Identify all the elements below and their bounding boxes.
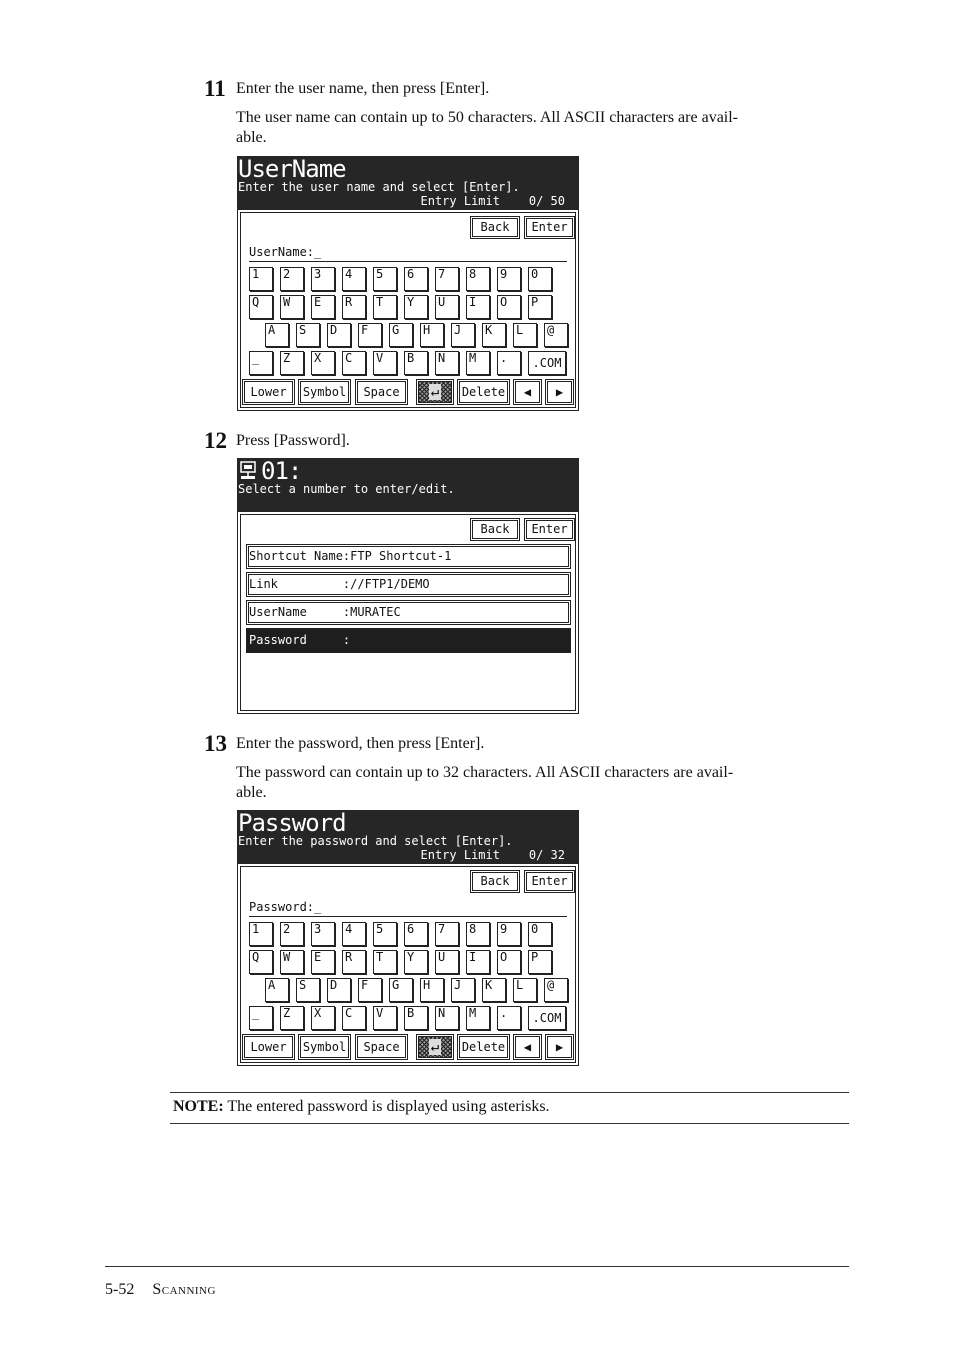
key-period[interactable]: . (497, 351, 521, 375)
delete-button[interactable]: Delete (457, 379, 510, 405)
note-text: The entered password is displayed using asterisks. (227, 1098, 550, 1115)
key-z[interactable]: Z (280, 351, 304, 375)
key-o[interactable]: O (497, 295, 521, 319)
key-4[interactable]: 4 (342, 922, 366, 946)
key-y[interactable]: Y (404, 295, 428, 319)
key-at[interactable]: @ (544, 978, 568, 1002)
shortcut-name-row[interactable]: Shortcut Name:FTP Shortcut-1 (246, 544, 571, 569)
screen-body (237, 864, 579, 1066)
key-5[interactable]: 5 (373, 267, 397, 291)
key-w[interactable]: W (280, 950, 304, 974)
key-s[interactable]: S (296, 978, 320, 1002)
key-c[interactable]: C (342, 1006, 366, 1030)
password-field[interactable]: Password:_ (249, 900, 322, 914)
key-q[interactable]: Q (249, 295, 273, 319)
key-dotcom[interactable]: .COM (528, 1006, 566, 1030)
key-d[interactable]: D (327, 323, 351, 347)
space-button[interactable]: Space (355, 1034, 408, 1060)
enter-button[interactable]: Enter (524, 518, 575, 541)
return-icon: ↵ (430, 384, 440, 400)
key-t[interactable]: T (373, 950, 397, 974)
key-3[interactable]: 3 (311, 267, 335, 291)
step-description-line: able. (236, 129, 267, 146)
screen-instruction: Enter the password and select [Enter]. (238, 834, 513, 848)
step-instruction: Enter the password, then press [Enter]. (236, 735, 485, 752)
key-l[interactable]: L (513, 978, 537, 1002)
field-underline (249, 916, 567, 917)
section-title: Scanning (152, 1281, 216, 1298)
key-d[interactable]: D (327, 978, 351, 1002)
step-number: 11 (204, 76, 226, 101)
key-0[interactable]: 0 (528, 922, 552, 946)
username-field[interactable]: UserName:_ (249, 245, 322, 259)
key-g[interactable]: G (389, 323, 413, 347)
key-j[interactable]: J (451, 978, 475, 1002)
key-i[interactable]: I (466, 950, 490, 974)
return-icon: ↵ (430, 1039, 440, 1055)
key-u[interactable]: U (435, 295, 459, 319)
key-m[interactable]: M (466, 1006, 490, 1030)
key-9[interactable]: 9 (497, 922, 521, 946)
cursor-left-button[interactable] (513, 379, 542, 405)
lower-button[interactable]: Lower (242, 1034, 295, 1060)
key-v[interactable]: V (373, 351, 397, 375)
key-r[interactable]: R (342, 295, 366, 319)
password-screen (237, 810, 579, 1066)
key-m[interactable]: M (466, 351, 490, 375)
key-k[interactable]: K (482, 978, 506, 1002)
screen-instruction: Select a number to enter/edit. (238, 482, 455, 496)
key-a[interactable]: A (265, 323, 289, 347)
key-7[interactable]: 7 (435, 922, 459, 946)
key-b[interactable]: B (404, 351, 428, 375)
key-i[interactable]: I (466, 295, 490, 319)
step-description-line: The user name can contain up to 50 characters. All ASCII characters are avail- (236, 109, 739, 126)
key-8[interactable]: 8 (466, 922, 490, 946)
screen-title: Password (238, 809, 346, 837)
key-period[interactable]: . (497, 1006, 521, 1030)
enter-button[interactable]: Enter (524, 870, 575, 893)
key-r[interactable]: R (342, 950, 366, 974)
key-6[interactable]: 6 (404, 922, 428, 946)
screen-header (237, 810, 579, 864)
key-c[interactable]: C (342, 351, 366, 375)
key-z[interactable]: Z (280, 1006, 304, 1030)
cursor-left-button[interactable] (513, 1034, 542, 1060)
key-k[interactable]: K (482, 323, 506, 347)
screen-instruction: Enter the user name and select [Enter]. (238, 180, 520, 194)
screen-panel (240, 866, 576, 1063)
key-g[interactable]: G (389, 978, 413, 1002)
page-number: 5-52 (105, 1281, 135, 1298)
key-p[interactable]: P (528, 950, 552, 974)
cursor-right-button[interactable] (545, 1034, 574, 1060)
space-button[interactable]: Space (355, 379, 408, 405)
field-underline (249, 261, 567, 262)
arrow-right-icon: ▶ (555, 385, 564, 399)
page-footer (105, 1280, 216, 1300)
arrow-left-icon: ◀ (523, 1040, 532, 1054)
screen-panel (240, 212, 576, 408)
note (173, 1097, 550, 1117)
entry-limit: Entry Limit 0/ 32 (420, 848, 565, 862)
key-8[interactable]: 8 (466, 267, 490, 291)
return-button[interactable] (416, 379, 454, 405)
symbol-button[interactable]: Symbol (298, 379, 351, 405)
key-v[interactable]: V (373, 1006, 397, 1030)
key-p[interactable]: P (528, 295, 552, 319)
step-number: 12 (204, 428, 227, 453)
key-w[interactable]: W (280, 295, 304, 319)
key-q[interactable]: Q (249, 950, 273, 974)
key-l[interactable]: L (513, 323, 537, 347)
key-x[interactable]: X (311, 351, 335, 375)
key-7[interactable]: 7 (435, 267, 459, 291)
key-f[interactable]: F (358, 323, 382, 347)
key-t[interactable]: T (373, 295, 397, 319)
password-row[interactable]: Password : (246, 628, 571, 653)
key-u[interactable]: U (435, 950, 459, 974)
key-4[interactable]: 4 (342, 267, 366, 291)
screen-title: 01: (261, 457, 302, 485)
username-screen (237, 156, 579, 411)
enter-button[interactable]: Enter (524, 216, 575, 239)
key-o[interactable]: O (497, 950, 521, 974)
note-label: NOTE: (173, 1098, 224, 1115)
step-description-line: able. (236, 784, 267, 801)
screen-header (237, 156, 579, 210)
shortcut-edit-screen (237, 458, 579, 714)
network-folder-icon (240, 461, 258, 481)
screen-title: UserName (238, 155, 346, 183)
entry-limit: Entry Limit 0/ 50 (420, 194, 565, 208)
step-description (236, 763, 848, 803)
arrow-left-icon: ◀ (523, 385, 532, 399)
lower-button[interactable]: Lower (242, 379, 295, 405)
delete-button[interactable]: Delete (457, 1034, 510, 1060)
screen-body (237, 512, 579, 714)
key-2[interactable]: 2 (280, 922, 304, 946)
footer-rule (105, 1266, 849, 1267)
arrow-right-icon: ▶ (555, 1040, 564, 1054)
key-at[interactable]: @ (544, 323, 568, 347)
step-description-line: The password can contain up to 32 characters. All ASCII characters are avail- (236, 764, 734, 781)
screen-body (237, 210, 579, 411)
key-h[interactable]: H (420, 323, 444, 347)
note-rule-bottom (170, 1123, 849, 1124)
key-n[interactable]: N (435, 351, 459, 375)
key-j[interactable]: J (451, 323, 475, 347)
step-instruction: Press [Password]. (236, 432, 350, 449)
step-instruction: Enter the user name, then press [Enter]. (236, 80, 490, 97)
key-2[interactable]: 2 (280, 267, 304, 291)
key-3[interactable]: 3 (311, 922, 335, 946)
back-button[interactable]: Back (470, 518, 520, 541)
back-button[interactable]: Back (470, 216, 520, 239)
key-b[interactable]: B (404, 1006, 428, 1030)
key-1[interactable]: 1 (249, 267, 273, 291)
symbol-button[interactable]: Symbol (298, 1034, 351, 1060)
key-0[interactable]: 0 (528, 267, 552, 291)
key-e[interactable]: E (311, 295, 335, 319)
screen-header (237, 458, 579, 512)
key-x[interactable]: X (311, 1006, 335, 1030)
cursor-right-button[interactable] (545, 379, 574, 405)
step-description (236, 108, 848, 148)
key-9[interactable]: 9 (497, 267, 521, 291)
key-f[interactable]: F (358, 978, 382, 1002)
step-number: 13 (204, 731, 227, 756)
key-dotcom[interactable]: .COM (528, 351, 566, 375)
key-1[interactable]: 1 (249, 922, 273, 946)
key-n[interactable]: N (435, 1006, 459, 1030)
key-6[interactable]: 6 (404, 267, 428, 291)
back-button[interactable]: Back (470, 870, 520, 893)
return-button[interactable] (416, 1034, 454, 1060)
note-rule-top (170, 1092, 849, 1093)
key-a[interactable]: A (265, 978, 289, 1002)
key-h[interactable]: H (420, 978, 444, 1002)
key-5[interactable]: 5 (373, 922, 397, 946)
key-s[interactable]: S (296, 323, 320, 347)
key-underscore[interactable]: _ (249, 351, 273, 375)
screen-panel (240, 514, 576, 711)
link-row[interactable]: Link ://FTP1/DEMO (246, 572, 571, 597)
key-underscore[interactable]: _ (249, 1006, 273, 1030)
username-row[interactable]: UserName :MURATEC (246, 600, 571, 625)
key-e[interactable]: E (311, 950, 335, 974)
key-y[interactable]: Y (404, 950, 428, 974)
